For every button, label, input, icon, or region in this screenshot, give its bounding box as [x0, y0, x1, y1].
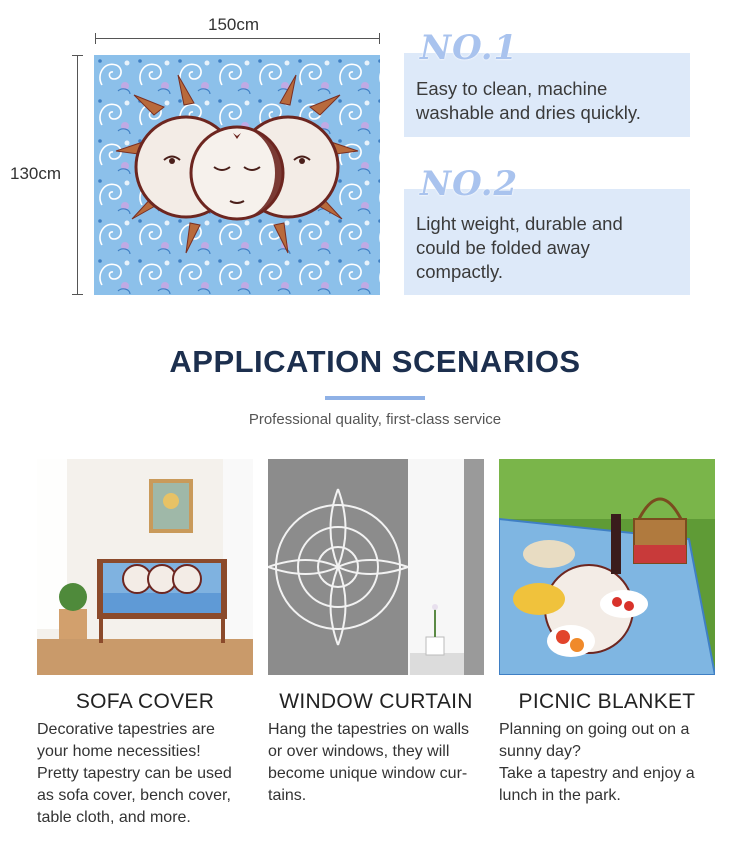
- width-dimension-tick-right: [379, 33, 380, 44]
- section-subtitle: Professional quality, first-class service: [248, 411, 502, 428]
- window-curtain-title: WINDOW CURTAIN: [279, 690, 473, 713]
- width-label: 150cm: [208, 15, 260, 34]
- height-dimension-line: [77, 55, 78, 295]
- feature-1-number: NO.1: [420, 28, 519, 68]
- width-dimension-tick-left: [95, 33, 96, 44]
- section-title-underline: [325, 396, 425, 400]
- sofa-cover-title: SOFA COVER: [75, 690, 215, 713]
- tapestry-product-image: [94, 55, 380, 295]
- window-curtain-image: [268, 459, 484, 675]
- sofa-cover-description: Decorative tapestries are your home necessities! Pretty tapestry can be used as sofa cover, bench cover, table cloth, and more.: [37, 721, 232, 826]
- height-label: 130cm: [10, 164, 62, 183]
- sofa-cover-image: [37, 459, 253, 675]
- picnic-blanket-title: PICNIC BLANKET: [518, 690, 696, 713]
- feature-box-2: [404, 189, 690, 295]
- height-dimension-tick-bottom: [72, 294, 83, 295]
- feature-2-number: NO.2: [420, 164, 519, 204]
- width-dimension-line: [95, 38, 380, 39]
- picnic-blanket-image: [499, 459, 715, 675]
- feature-2-description: Light weight, durable and could be folded away compactly.: [416, 213, 623, 282]
- picnic-blanket-description: Planning on going out on a sunny day? Take a tapestry and enjoy a lunch in the park.: [499, 721, 695, 804]
- section-title: APPLICATION SCENARIOS: [169, 344, 581, 379]
- height-dimension-tick-top: [72, 55, 83, 56]
- window-curtain-description: Hang the tapestries on walls or over windows, they will become unique window cur- tains.: [268, 721, 469, 804]
- feature-1-description: Easy to clean, machine washable and dries quickly.: [416, 78, 641, 123]
